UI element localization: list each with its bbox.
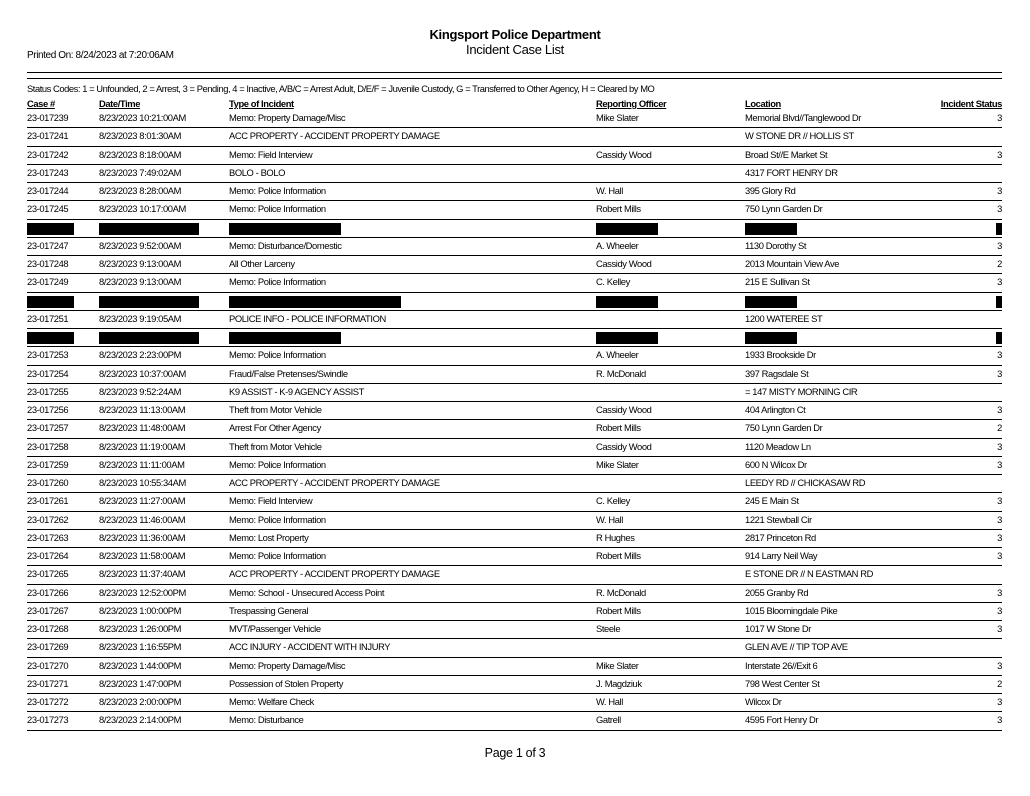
redacted-date-block: [99, 296, 199, 308]
cell-status: 3: [997, 696, 1002, 707]
table-row: [27, 402, 1002, 420]
table-row-redacted: [27, 293, 1002, 311]
cell-officer: R. McDonald: [596, 367, 646, 379]
table-row: [27, 201, 1002, 219]
cell-case: 23-017271: [27, 677, 69, 689]
table-row: [27, 183, 1002, 201]
cell-date: 8/23/2023 8:28:00AM: [99, 185, 182, 196]
cell-location: 2817 Princeton Rd: [745, 531, 816, 543]
cell-status: 3: [997, 404, 1002, 415]
cell-officer: J. Magdziuk: [596, 677, 642, 689]
cell-date: 8/23/2023 1:00:00PM: [99, 604, 182, 616]
cell-location: = 147 MISTY MORNING CIR: [745, 385, 858, 397]
cell-date: 8/23/2023 9:19:05AM: [99, 312, 182, 324]
cell-status: 3: [997, 367, 1002, 379]
redacted-location-block: [745, 223, 797, 235]
cell-type: Arrest For Other Agency: [229, 422, 321, 434]
cell-location: 395 Glory Rd: [745, 185, 796, 196]
cell-officer: C. Kelley: [596, 276, 630, 288]
cell-status: 3: [997, 276, 1002, 288]
cell-status: 3: [997, 659, 1002, 671]
cell-officer: Cassidy Wood: [596, 258, 652, 269]
cell-date: 8/23/2023 11:13:00AM: [99, 404, 186, 415]
cell-date: 8/23/2023 12:52:00PM: [99, 586, 186, 598]
cell-date: 8/23/2023 9:13:00AM: [99, 276, 182, 288]
table-row: [27, 548, 1002, 566]
header-rule-bottom: [27, 78, 1002, 79]
cell-date: 8/23/2023 8:18:00AM: [99, 148, 182, 160]
cell-type: POLICE INFO - POLICE INFORMATION: [229, 312, 386, 324]
cell-type: Memo: Welfare Check: [229, 696, 314, 707]
cell-location: 245 E Main St: [745, 495, 799, 507]
redacted-officer-block: [596, 332, 658, 344]
cell-date: 8/23/2023 9:52:00AM: [99, 239, 182, 251]
cell-type: Memo: Lost Property: [229, 531, 309, 543]
cell-type: Memo: Disturbance/Domestic: [229, 239, 342, 251]
table-row: [27, 658, 1002, 676]
redacted-officer-block: [596, 296, 658, 308]
cell-location: 914 Larry Neil Way: [745, 550, 818, 561]
cell-case: 23-017263: [27, 531, 69, 543]
cell-location: 397 Ragsdale St: [745, 367, 809, 379]
column-header-case: Case #: [27, 98, 55, 109]
cell-type: Memo: Police Information: [229, 185, 326, 196]
cell-officer: Cassidy Wood: [596, 148, 652, 160]
cell-status: 3: [997, 550, 1002, 561]
cell-date: 8/23/2023 11:36:00AM: [99, 531, 186, 543]
table-row: [27, 110, 1002, 128]
cell-officer: W. Hall: [596, 696, 623, 707]
cell-date: 8/23/2023 9:52:24AM: [99, 385, 182, 397]
column-header-officer: Reporting Officer: [596, 98, 667, 109]
cell-status: 3: [997, 495, 1002, 507]
cell-location: 404 Arlington Ct: [745, 404, 806, 415]
cell-location: Broad St//E Market St: [745, 148, 828, 160]
cell-type: Memo: Police Information: [229, 458, 326, 470]
cell-case: 23-017249: [27, 276, 69, 288]
redacted-case-block: [27, 296, 74, 308]
cell-type: Memo: Disturbance: [229, 714, 304, 726]
report-title: Kingsport Police Department: [429, 27, 601, 42]
cell-status: 3: [997, 148, 1002, 160]
cell-location: 215 E Sullivan St: [745, 276, 810, 288]
cell-officer: Cassidy Wood: [596, 404, 652, 415]
redacted-location-block: [745, 296, 797, 308]
cell-case: 23-017254: [27, 367, 69, 379]
redacted-status-block: [996, 223, 1002, 235]
cell-location: E STONE DR // N EASTMAN RD: [745, 568, 873, 580]
cell-location: LEEDY RD // CHICKASAW RD: [745, 477, 866, 488]
cell-status: 3: [997, 586, 1002, 598]
cell-type: All Other Larceny: [229, 258, 295, 269]
cell-case: 23-017268: [27, 623, 69, 634]
redacted-date-block: [99, 332, 199, 344]
cell-case: 23-017259: [27, 458, 69, 470]
cell-status: 2: [997, 677, 1002, 689]
redacted-type-block: [229, 332, 341, 344]
cell-type: Memo: School - Unsecured Access Point: [229, 586, 385, 598]
table-row: [27, 420, 1002, 438]
cell-case: 23-017264: [27, 550, 69, 561]
cell-officer: Robert Mills: [596, 203, 641, 215]
cell-officer: C. Kelley: [596, 495, 630, 507]
cell-status: 3: [997, 239, 1002, 251]
cell-officer: Gatrell: [596, 714, 621, 726]
table-row: [27, 311, 1002, 329]
table-row: [27, 530, 1002, 548]
cell-type: Memo: Police Information: [229, 276, 326, 288]
cell-officer: Cassidy Wood: [596, 440, 652, 452]
table-row: [27, 238, 1002, 256]
cell-location: 1933 Brookside Dr: [745, 349, 816, 361]
cell-location: 1221 Stewball Cir: [745, 513, 812, 525]
table-row: [27, 274, 1002, 292]
table-row: [27, 165, 1002, 183]
cell-officer: A. Wheeler: [596, 349, 639, 361]
cell-location: 2013 Mountain View Ave: [745, 258, 840, 269]
cell-status: 3: [997, 185, 1002, 196]
cell-type: Memo: Police Information: [229, 203, 326, 215]
column-header-location: Location: [745, 98, 781, 109]
cell-case: 23-017241: [27, 130, 69, 142]
table-row: [27, 457, 1002, 475]
page-number: Page 1 of 3: [484, 746, 546, 760]
cell-date: 8/23/2023 11:46:00AM: [99, 513, 186, 525]
cell-status: 2: [997, 422, 1002, 434]
cell-case: 23-017270: [27, 659, 69, 671]
redacted-date-block: [99, 223, 199, 235]
cell-date: 8/23/2023 11:19:00AM: [99, 440, 186, 452]
cell-officer: Robert Mills: [596, 422, 641, 434]
table-row: [27, 694, 1002, 712]
cell-date: 8/23/2023 2:14:00PM: [99, 714, 182, 726]
cell-case: 23-017272: [27, 696, 69, 707]
cell-date: 8/23/2023 11:48:00AM: [99, 422, 186, 434]
cell-officer: Steele: [596, 623, 621, 634]
table-row: [27, 712, 1002, 730]
cell-type: ACC PROPERTY - ACCIDENT PROPERTY DAMAGE: [229, 568, 440, 580]
cell-case: 23-017239: [27, 112, 69, 123]
cell-status: 3: [997, 513, 1002, 525]
cell-officer: Mike Slater: [596, 112, 639, 123]
column-header-date: Date/Time: [99, 98, 141, 109]
table-row: [27, 676, 1002, 694]
cell-location: 600 N Wilcox Dr: [745, 458, 807, 470]
cell-officer: Robert Mills: [596, 550, 641, 561]
cell-date: 8/23/2023 7:49:02AM: [99, 166, 182, 178]
cell-case: 23-017244: [27, 185, 69, 196]
cell-type: Memo: Police Information: [229, 349, 326, 361]
cell-case: 23-017266: [27, 586, 69, 598]
redacted-type-block: [229, 296, 401, 308]
cell-case: 23-017245: [27, 203, 69, 215]
cell-type: K9 ASSIST - K-9 AGENCY ASSIST: [229, 385, 364, 397]
cell-type: MVT/Passenger Vehicle: [229, 623, 321, 634]
cell-location: W STONE DR // HOLLIS ST: [745, 130, 854, 142]
cell-case: 23-017269: [27, 641, 69, 653]
cell-case: 23-017260: [27, 477, 69, 488]
redacted-status-block: [996, 296, 1002, 308]
cell-date: 8/23/2023 11:58:00AM: [99, 550, 186, 561]
cell-case: 23-017256: [27, 404, 69, 415]
cell-location: 2055 Granby Rd: [745, 586, 809, 598]
cell-officer: R. McDonald: [596, 586, 646, 598]
cell-type: Memo: Police Information: [229, 513, 326, 525]
cell-type: Memo: Property Damage/Misc: [229, 659, 346, 671]
cell-type: Possession of Stolen Property: [229, 677, 343, 689]
cell-date: 8/23/2023 10:55:34AM: [99, 477, 186, 488]
cell-date: 8/23/2023 11:37:40AM: [99, 568, 186, 580]
printed-on: Printed On: 8/24/2023 at 7:20:06AM: [27, 50, 174, 61]
redacted-officer-block: [596, 223, 658, 235]
cell-date: 8/23/2023 11:11:00AM: [99, 458, 185, 470]
cell-case: 23-017255: [27, 385, 69, 397]
cell-location: 750 Lynn Garden Dr: [745, 422, 823, 434]
cell-date: 8/23/2023 8:01:30AM: [99, 130, 182, 142]
cell-date: 8/23/2023 10:37:00AM: [99, 367, 186, 379]
table-row: [27, 475, 1002, 493]
report-subtitle: Incident Case List: [466, 42, 564, 57]
cell-status: 3: [997, 112, 1002, 123]
cell-status: 3: [997, 458, 1002, 470]
cell-officer: R Hughes: [596, 531, 635, 543]
cell-case: 23-017251: [27, 312, 69, 324]
cell-type: Memo: Field Interview: [229, 148, 313, 160]
cell-type: Theft from Motor Vehicle: [229, 440, 322, 452]
cell-case: 23-017247: [27, 239, 69, 251]
cell-type: Trespassing General: [229, 604, 309, 616]
cell-date: 8/23/2023 10:21:00AM: [99, 112, 186, 123]
cell-date: 8/23/2023 1:26:00PM: [99, 623, 182, 634]
cell-case: 23-017262: [27, 513, 69, 525]
cell-type: ACC PROPERTY - ACCIDENT PROPERTY DAMAGE: [229, 130, 440, 142]
cell-officer: A. Wheeler: [596, 239, 639, 251]
redacted-location-block: [745, 332, 797, 344]
table-row: [27, 347, 1002, 365]
table-row: [27, 366, 1002, 384]
cell-case: 23-017265: [27, 568, 69, 580]
column-header-type: Type of Incident: [229, 98, 294, 109]
cell-status: 3: [997, 623, 1002, 634]
cell-location: Memorial Blvd//Tanglewood Dr: [745, 112, 861, 123]
cell-case: 23-017267: [27, 604, 69, 616]
cell-officer: Mike Slater: [596, 659, 639, 671]
table-row: [27, 147, 1002, 165]
cell-location: GLEN AVE // TIP TOP AVE: [745, 641, 848, 653]
cell-location: 1130 Dorothy St: [745, 239, 807, 251]
cell-case: 23-017273: [27, 714, 69, 726]
cell-case: 23-017243: [27, 166, 69, 178]
cell-type: Memo: Police Information: [229, 550, 326, 561]
cell-location: 4595 Fort Henry Dr: [745, 714, 819, 726]
cell-location: 1015 Bloomingdale Pike: [745, 604, 838, 616]
table-row: [27, 639, 1002, 657]
status-codes-legend: Status Codes: 1 = Unfounded, 2 = Arrest, 3 = Pending, 4 = Inactive, A/B/C = Arrest Adult, D/E/F = Juvenile Custody, G = Transferred to Other Agency, H = Cleared by MO: [27, 83, 655, 94]
cell-case: 23-017258: [27, 440, 69, 452]
cell-date: 8/23/2023 2:23:00PM: [99, 349, 182, 361]
cell-type: ACC PROPERTY - ACCIDENT PROPERTY DAMAGE: [229, 477, 440, 488]
cell-status: 2: [997, 258, 1002, 269]
column-header-status: Incident Status: [940, 98, 1002, 109]
cell-officer: W. Hall: [596, 185, 623, 196]
table-row: [27, 493, 1002, 511]
cell-status: 3: [997, 714, 1002, 726]
cell-type: Memo: Field Interview: [229, 495, 313, 507]
cell-case: 23-017261: [27, 495, 69, 507]
cell-officer: Robert Mills: [596, 604, 641, 616]
redacted-status-block: [996, 332, 1002, 344]
table-row: [27, 585, 1002, 603]
cell-type: BOLO - BOLO: [229, 166, 286, 178]
table-row: [27, 621, 1002, 639]
redacted-case-block: [27, 332, 74, 344]
cell-location: 1200 WATEREE ST: [745, 312, 823, 324]
cell-date: 8/23/2023 9:13:00AM: [99, 258, 182, 269]
table-header-row: [27, 98, 1002, 110]
table-row-redacted: [27, 220, 1002, 238]
table-row: [27, 128, 1002, 146]
table-row: [27, 384, 1002, 402]
cell-location: Wilcox Dr: [745, 696, 782, 707]
cell-case: 23-017248: [27, 258, 69, 269]
table-row: [27, 603, 1002, 621]
header-rule-top: [27, 72, 1002, 73]
cell-status: 3: [997, 203, 1002, 215]
cell-type: ACC INJURY - ACCIDENT WITH INJURY: [229, 641, 391, 653]
incident-table: [27, 98, 1002, 731]
table-body: [27, 110, 1002, 731]
cell-location: Interstate 26//Exit 6: [745, 659, 818, 671]
table-row: [27, 256, 1002, 274]
redacted-case-block: [27, 223, 74, 235]
cell-location: 4317 FORT HENRY DR: [745, 166, 838, 178]
cell-case: 23-017253: [27, 349, 69, 361]
cell-location: 1017 W Stone Dr: [745, 623, 811, 634]
cell-status: 3: [997, 604, 1002, 616]
cell-case: 23-017257: [27, 422, 69, 434]
cell-officer: Mike Slater: [596, 458, 639, 470]
cell-case: 23-017242: [27, 148, 69, 160]
cell-date: 8/23/2023 2:00:00PM: [99, 696, 182, 707]
table-row: [27, 512, 1002, 530]
cell-location: 798 West Center St: [745, 677, 820, 689]
cell-date: 8/23/2023 10:17:00AM: [99, 203, 186, 215]
table-row-redacted: [27, 329, 1002, 347]
cell-date: 8/23/2023 1:47:00PM: [99, 677, 182, 689]
cell-date: 8/23/2023 1:16:55PM: [99, 641, 182, 653]
cell-type: Fraud/False Pretenses/Swindle: [229, 367, 348, 379]
cell-officer: W. Hall: [596, 513, 623, 525]
cell-type: Memo: Property Damage/Misc: [229, 112, 346, 123]
cell-date: 8/23/2023 1:44:00PM: [99, 659, 182, 671]
cell-date: 8/23/2023 11:27:00AM: [99, 495, 186, 507]
cell-location: 750 Lynn Garden Dr: [745, 203, 823, 215]
cell-location: 1120 Meadow Ln: [745, 440, 811, 452]
redacted-type-block: [229, 223, 341, 235]
cell-status: 3: [997, 349, 1002, 361]
table-row: [27, 566, 1002, 584]
cell-status: 3: [997, 440, 1002, 452]
cell-type: Theft from Motor Vehicle: [229, 404, 322, 415]
cell-status: 3: [997, 531, 1002, 543]
table-row: [27, 439, 1002, 457]
